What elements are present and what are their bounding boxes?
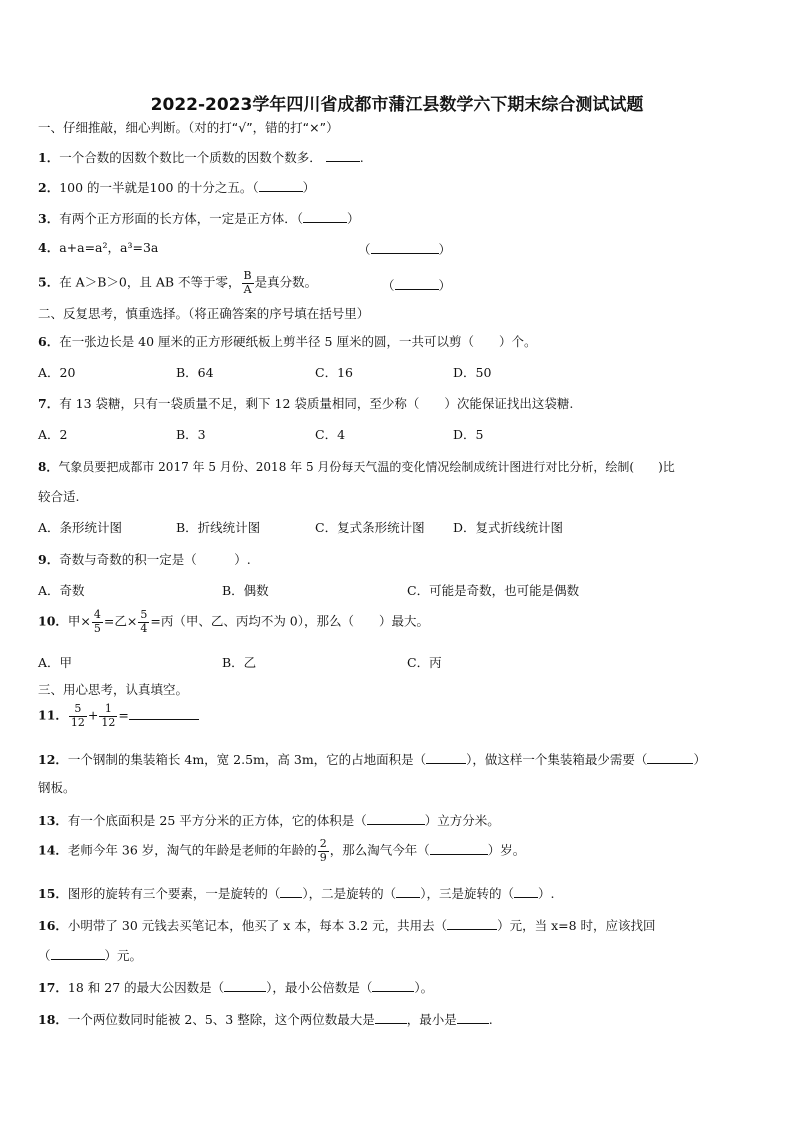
answer-blank[interactable] (426, 752, 466, 764)
option-c[interactable]: C．可能是奇数，也可能是偶数 (407, 583, 580, 598)
question-8-cont: 较合适. (38, 489, 80, 504)
answer-blank[interactable] (129, 708, 199, 720)
answer-blank[interactable] (372, 980, 414, 992)
option-a[interactable]: A．2 (38, 427, 68, 442)
section-1-heading: 一、仔细推敲，细心判断。（对的打“√”，错的打“×”） (38, 120, 339, 135)
question-11: 11． $\frac{5}{12}$ + $\frac{1}{12}$ = (38, 703, 199, 739)
question-text: 在 A＞B＞0，且 AB 不等于零， (59, 274, 241, 290)
fraction: $\frac{2}{9}$ (319, 837, 327, 864)
option-a[interactable]: A．20 (38, 365, 76, 380)
question-text: 气象员要把成都市 2017 年 5 月份、2018 年 5 月份每天气温的变化情况绘制成统计图进行对比分析，绘制( )比 (58, 460, 675, 474)
option-b[interactable]: B．偶数 (222, 583, 269, 598)
question-5: 5．在 A＞B＞0，且 AB 不等于零， $\frac{B}{A}$ 是真分数。 (38, 269, 318, 296)
question-18: 18．一个两位数同时能被 2、5、3 整除，这个两位数最大是 ，最小是 . (38, 1012, 493, 1027)
question-text: a+a=a²，a³=3a (59, 240, 159, 255)
question-2: 2．100 的一半就是100 的十分之五。（ ） (38, 180, 316, 195)
question-5-answer: （ ） (382, 278, 452, 293)
question-16-cont: （ ）元。 (38, 948, 143, 963)
question-14: 14．老师今年 36 岁，淘气的年龄是老师的年龄的 $\frac{2}{9}$ ，那么淘气今年（ ）岁。 (38, 837, 526, 864)
fraction: $\frac{5}{4}$ (140, 608, 148, 635)
answer-blank[interactable] (224, 980, 266, 992)
fraction: $\frac{5}{12}$ (70, 702, 85, 729)
answer-blank[interactable] (51, 948, 105, 960)
fraction: $\frac{B}{A}$ (243, 269, 252, 296)
question-text: 100 的一半就是100 的十分之五。（ (59, 180, 259, 195)
option-c[interactable]: C．复式条形统计图 (315, 520, 425, 535)
question-10: 10．甲× $\frac{4}{5}$ =乙× $\frac{5}{4}$ =丙（甲、乙、丙均不为 0），那么（ ）最大。 (38, 608, 429, 635)
page-title: 2022-2023学年四川省成都市蒲江县数学六下期末综合测试试题 (150, 95, 644, 115)
answer-blank[interactable] (396, 886, 420, 898)
question-text: 一个合数的因数个数比一个质数的因数个数多． (59, 150, 322, 165)
answer-blank[interactable] (375, 1012, 407, 1024)
question-text: 在一张边长是 40 厘米的正方形硬纸板上剪半径 5 厘米的圆，一共可以剪（ ）个。 (59, 334, 537, 349)
section-3-heading: 三、用心思考，认真填空。 (38, 682, 189, 697)
question-text: 有 13 袋糖，只有一袋质量不足，剩下 12 袋质量相同，至少称（ ）次能保证找出这袋糖. (59, 396, 574, 411)
option-b[interactable]: B．折线统计图 (176, 520, 261, 535)
fraction: $\frac{1}{12}$ (101, 702, 116, 729)
option-b[interactable]: B．64 (176, 365, 214, 380)
option-c[interactable]: C．丙 (407, 655, 442, 670)
question-text: 有两个正方形面的长方体，一定是正方体．（ (59, 211, 303, 226)
question-number: 1． (38, 150, 60, 165)
answer-blank[interactable] (514, 886, 538, 898)
option-a[interactable]: A．奇数 (38, 583, 85, 598)
answer-blank[interactable] (395, 278, 439, 290)
fraction: $\frac{4}{5}$ (93, 608, 101, 635)
option-c[interactable]: C．4 (315, 427, 346, 442)
question-3: 3．有两个正方形面的长方体，一定是正方体．（ ） (38, 211, 360, 226)
question-13: 13．有一个底面积是 25 平方分米的正方体，它的体积是（ ）立方分米。 (38, 813, 500, 828)
answer-blank[interactable] (430, 843, 488, 855)
option-b[interactable]: B．乙 (222, 655, 257, 670)
option-d[interactable]: D．50 (453, 365, 492, 380)
answer-blank[interactable] (367, 813, 425, 825)
option-a[interactable]: A．条形统计图 (38, 520, 123, 535)
question-1: 1．一个合数的因数个数比一个质数的因数个数多． . (38, 150, 364, 165)
option-a[interactable]: A．甲 (38, 655, 73, 670)
question-9: 9．奇数与奇数的积一定是（ ）. (38, 552, 251, 567)
answer-blank[interactable] (447, 918, 497, 930)
question-8: 8．气象员要把成都市 2017 年 5 月份、2018 年 5 月份每天气温的变化情况绘制成统计图进行对比分析，绘制( )比 (38, 460, 675, 474)
option-c[interactable]: C．16 (315, 365, 353, 380)
section-2-heading: 二、反复思考，慎重选择。（将正确答案的序号填在括号里） (38, 306, 370, 321)
answer-blank[interactable] (280, 886, 302, 898)
answer-blank[interactable] (371, 242, 439, 254)
option-b[interactable]: B．3 (176, 427, 206, 442)
answer-blank[interactable] (303, 211, 347, 223)
question-17: 17．18 和 27 的最大公因数是（ ），最小公倍数是（ ）。 (38, 980, 434, 995)
question-12-cont: 钢板。 (38, 780, 76, 795)
option-d[interactable]: D．5 (453, 427, 484, 442)
question-12: 12．一个钢制的集装箱长 4m，宽 2.5m，高 3m，它的占地面积是（ ），做这样一个集装箱最少需要（ ） (38, 752, 706, 767)
option-d[interactable]: D．复式折线统计图 (453, 520, 564, 535)
question-16: 16．小明带了 30 元钱去买笔记本，他买了 x 本，每本 3.2 元，共用去（ ）元，当 x=8 时，应该找回 (38, 918, 656, 933)
question-text: 奇数与奇数的积一定是（ ）. (59, 552, 251, 567)
answer-blank[interactable] (647, 752, 693, 764)
answer-blank[interactable] (326, 150, 360, 162)
answer-blank[interactable] (457, 1012, 489, 1024)
question-6: 6．在一张边长是 40 厘米的正方形硬纸板上剪半径 5 厘米的圆，一共可以剪（ ）个。 (38, 334, 537, 349)
question-4: 4．a+a=a²，a³=3a (38, 240, 159, 255)
question-15: 15．图形的旋转有三个要素，一是旋转的（ ），二是旋转的（ ），三是旋转的（ ）. (38, 886, 555, 901)
question-4-answer: （ ） (358, 242, 452, 257)
question-7: 7．有 13 袋糖，只有一袋质量不足，剩下 12 袋质量相同，至少称（ ）次能保证找出这袋糖. (38, 396, 574, 411)
answer-blank[interactable] (259, 180, 303, 192)
